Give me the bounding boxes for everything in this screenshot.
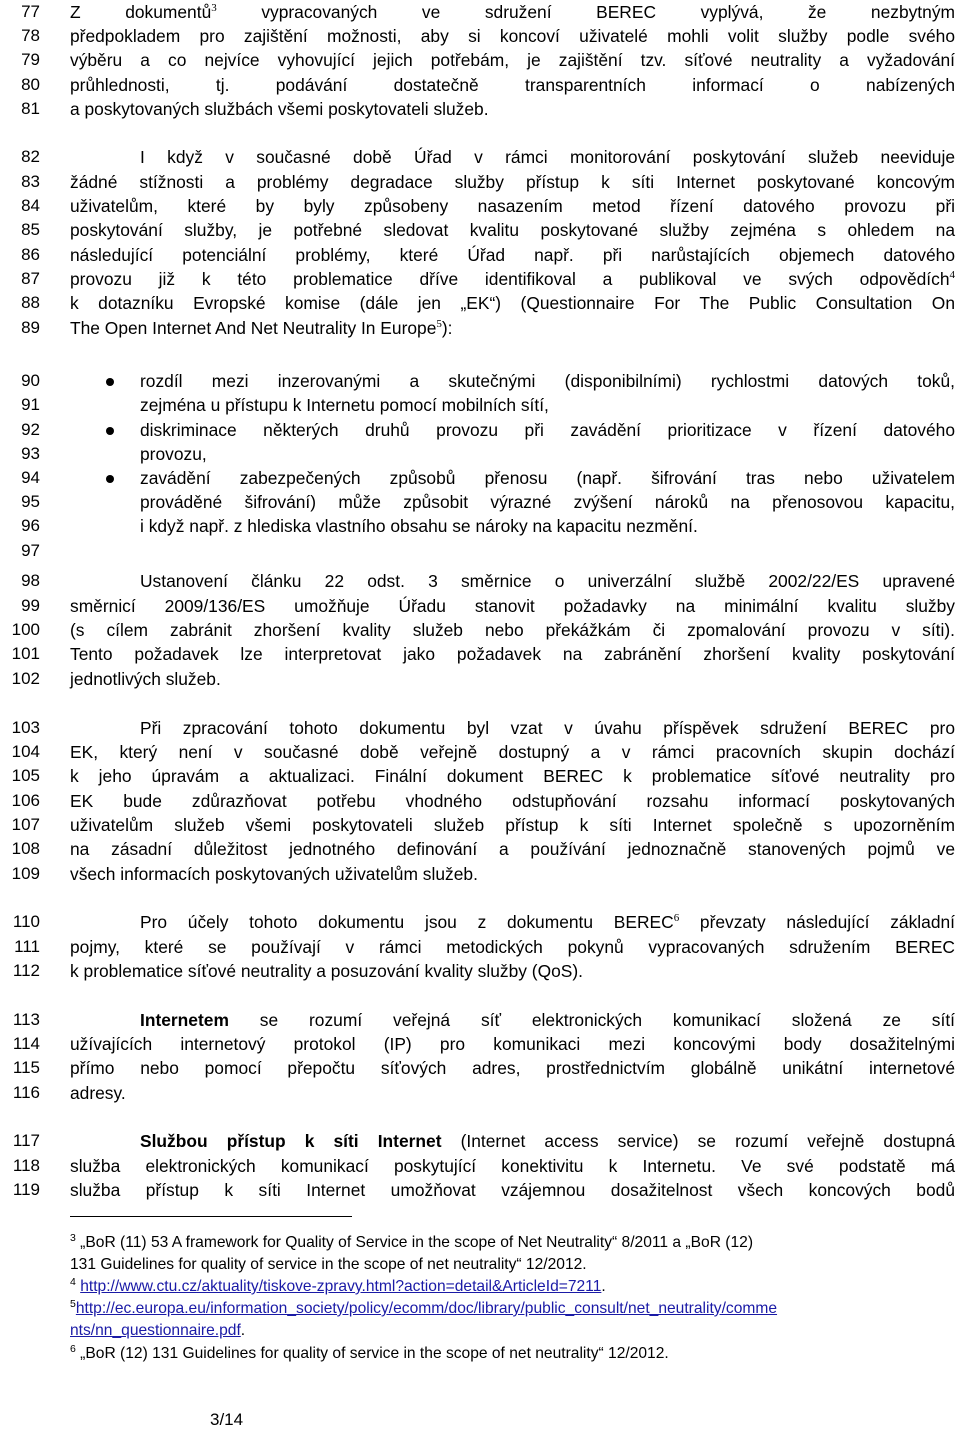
line-number: 95	[21, 492, 40, 511]
footnote-6: $^6$ „BoR (12) 131 Guidelines for quality of service in the scope of net neutrality“ 12/2012.	[70, 1342, 669, 1362]
text-line: EK, který není v současné době veřejně dostupný a v rámci pracovních skupin dochází	[70, 742, 955, 762]
line-number: 93	[21, 444, 40, 463]
line-number: 78	[21, 26, 40, 45]
line-number: 104	[11, 742, 40, 761]
line-number: 113	[12, 1010, 40, 1029]
text-line: jednotlivých služeb.	[70, 669, 221, 689]
term-bold: Službou přístup k síti Internet	[140, 1131, 442, 1151]
text-line: Z dokumentů$^3$ vypracovaných ve sdružení BEREC vyplývá, že nezbytným	[70, 2, 955, 22]
line-number: 101	[11, 644, 40, 663]
line-number: 118	[12, 1156, 40, 1175]
text-line: pojmy, které se používají v rámci metodických pokynů vypracovaných sdružením BEREC	[70, 937, 955, 957]
line-number: 92	[21, 420, 40, 439]
line-number: 89	[21, 318, 40, 337]
bullet-item-line: prováděné šifrování) může způsobit výrazné zvýšení nároků na přenosovou kapacitu,	[140, 492, 955, 512]
line-number: 81	[21, 99, 40, 118]
text-line: výběru a co nejvíce vyhovující jejich potřebám, je zajištění tzv. síťové neutrality a vyžadování	[70, 50, 955, 70]
text-line: užívajících internetový protokol (IP) pro komunikaci mezi koncovými body dosažitelnými	[70, 1034, 955, 1054]
bullet-item-line: zavádění zabezpečených způsobů přenosu (např. šifrování tras nebo uživatelem	[140, 468, 955, 488]
line-number: 108	[11, 839, 40, 858]
line-number: 94	[21, 468, 40, 487]
text-line: všech informacích poskytovaných uživatelům služeb.	[70, 864, 478, 884]
line-number: 110	[12, 912, 40, 931]
text-line: (s cílem zabránit zhoršení kvality služeb nebo překážkám či zpomalování provozu v síti).	[70, 620, 955, 640]
line-number: 115	[12, 1058, 40, 1077]
text-line: směrnicí 2009/136/ES umožňuje Úřadu stanovit požadavky na minimální kvalitu služby	[70, 596, 955, 616]
text-line: a poskytovaných službách všemi poskytovateli služeb.	[70, 99, 489, 119]
text-line: žádné stížnosti a problémy degradace služby přístup k síti Internet poskytované koncovým	[70, 172, 955, 192]
text-line: služba přístup k síti Internet umožňovat vzájemnou dosažitelnost všech koncových bodů	[70, 1180, 955, 1200]
line-number: 77	[21, 2, 40, 21]
line-number: 91	[21, 395, 40, 414]
line-number: 90	[21, 371, 40, 390]
text-line: průhlednosti, tj. podávání dostatečně transparentních informací o nabízených	[70, 75, 955, 95]
footnote-3-cont: 131 Guidelines for quality of service in the scope of net neutrality“ 12/2012.	[70, 1256, 587, 1273]
text-line: uživatelům, které by byly způsobeny nasazením metod řízení datového provozu při	[70, 196, 955, 216]
text-line: služba elektronických komunikací poskytující konektivitu k Internetu. Ve své podstatě má	[70, 1156, 955, 1176]
bullet-icon	[106, 427, 114, 435]
footnote-4-link[interactable]: http://www.ctu.cz/aktuality/tiskove-zpravy.html?action=detail&ArticleId=7211	[80, 1278, 602, 1295]
line-number: 102	[11, 669, 40, 688]
text-line: Ustanovení článku 22 odst. 3 směrnice o univerzální službě 2002/22/ES upravené	[140, 571, 955, 591]
bullet-icon	[106, 378, 114, 386]
line-number: 107	[11, 815, 40, 834]
footnote-ref: 4	[949, 269, 955, 282]
line-number: 109	[11, 864, 40, 883]
line-number: 117	[12, 1131, 40, 1150]
line-number: 112	[12, 961, 40, 980]
text-line: k problematice síťové neutrality a posuzování kvality služby (QoS).	[70, 961, 584, 981]
line-number: 84	[21, 196, 40, 215]
text-line: následující potenciální problémy, které Úřad např. při narůstajících objemech datového	[70, 245, 955, 265]
line-number: 96	[21, 516, 40, 535]
footnote-ref: 3	[211, 2, 217, 15]
text-line: EK bude zdůrazňovat potřebu vhodného odstupňování rozsahu informací poskytovaných	[70, 791, 955, 811]
line-number: 88	[21, 293, 40, 312]
text-line: Pro účely tohoto dokumentu jsou z dokumentu BEREC$^6$ převzaty následující základní	[140, 912, 955, 932]
footnote-3: $^3$ „BoR (11) 53 A framework for Quality of Service in the scope of Net Neutrality“ 8/2011 a „BoR (12)	[70, 1231, 754, 1251]
text-line: poskytování služby, je potřebné sledovat kvalitu poskytované služby zejména s ohledem na	[70, 220, 955, 240]
line-number: 86	[21, 245, 40, 264]
line-number: 99	[21, 596, 40, 615]
page-number: 3/14	[210, 1410, 244, 1429]
text-line: Internetem se rozumí veřejná síť elektronických komunikací složená ze sítí	[140, 1010, 955, 1030]
line-number: 80	[21, 75, 40, 94]
bullet-item-line: diskriminace některých druhů provozu při zavádění prioritizace v řízení datového	[140, 420, 955, 440]
footnote-ref: 5	[436, 318, 442, 331]
line-number: 82	[21, 147, 40, 166]
text-line: předpokladem pro zajištění možnosti, aby si koncoví uživatelé mohli volit služby podle svého	[70, 26, 955, 46]
text-line: Tento požadavek lze interpretovat jako požadavek na zabránění zhoršení kvality poskytování	[70, 644, 955, 664]
text-line: Službou přístup k síti Internet (Internet access service) se rozumí veřejně dostupná	[140, 1131, 955, 1151]
line-number: 98	[21, 571, 40, 590]
footnote-5-link-cont[interactable]: nts/nn_questionnaire.pdf	[70, 1322, 241, 1339]
footnote-separator	[70, 1216, 352, 1217]
line-number: 111	[14, 937, 40, 956]
text-line: na zásadní důležitost jednotného definování a používání jednoznačně stanovených pojmů ve	[70, 839, 955, 859]
line-number: 79	[21, 50, 40, 69]
line-number: 100	[11, 620, 40, 639]
text-line: Při zpracování tohoto dokumentu byl vzat v úvahu příspěvek sdružení BEREC pro	[140, 718, 955, 738]
text-line: k dotazníku Evropské komise (dále jen „EK“) (Questionnaire For The Public Consultation On	[70, 293, 955, 313]
bullet-item-line: zejména u přístupu k Internetu pomocí mobilních sítí,	[140, 395, 549, 415]
line-number: 87	[21, 269, 40, 288]
line-number: 119	[12, 1180, 40, 1199]
text-line: I když v současné době Úřad v rámci monitorování poskytování služeb neeviduje	[140, 147, 955, 167]
line-number: 105	[11, 766, 40, 785]
text-line: k jeho úpravám a aktualizaci. Finální dokument BEREC k problematice síťové neutrality pro	[70, 766, 955, 786]
line-number: 103	[11, 718, 40, 737]
line-number: 114	[12, 1034, 40, 1053]
term-bold: Internetem	[140, 1010, 229, 1030]
bullet-item-line: rozdíl mezi inzerovanými a skutečnými (disponibilními) rychlostmi datových toků,	[140, 371, 955, 391]
footnote-4: $^4$ http://www.ctu.cz/aktuality/tiskove-zpravy.html?action=detail&ArticleId=7211.	[70, 1275, 606, 1295]
text-line: provozu již k této problematice dříve identifikoval a publikoval ve svých odpovědích$^4$	[70, 269, 955, 289]
bullet-icon	[106, 475, 114, 483]
bullet-item-line: provozu,	[140, 444, 207, 464]
text-line: adresy.	[70, 1083, 126, 1103]
text-line: přímo nebo pomocí přepočtu síťových adres, prostřednictvím globálně unikátní internetové	[70, 1058, 955, 1078]
bullet-item-line: i když např. z hlediska vlastního obsahu se nároky na kapacitu nezmění.	[140, 516, 698, 536]
footnote-5: $^5$http://ec.europa.eu/information_society/policy/ecomm/doc/library/public_consult/net_neutrality/comme	[70, 1297, 778, 1317]
text-line: uživatelům služeb všemi poskytovateli služeb přístup k síti Internet společně s upozorněním	[70, 815, 955, 835]
footnote-5-cont: nts/nn_questionnaire.pdf.	[70, 1322, 246, 1339]
line-number: 85	[21, 220, 40, 239]
line-number: 97	[21, 541, 40, 560]
line-number: 83	[21, 172, 40, 191]
line-number: 116	[12, 1083, 40, 1102]
footnote-5-link[interactable]: http://ec.europa.eu/information_society/policy/ecomm/doc/library/public_consult/net_neutrality/comme	[75, 1300, 778, 1317]
line-number: 106	[11, 791, 40, 810]
footnote-ref: 6	[673, 912, 680, 925]
text-line: The Open Internet And Net Neutrality In Europe$^5$):	[70, 318, 453, 338]
